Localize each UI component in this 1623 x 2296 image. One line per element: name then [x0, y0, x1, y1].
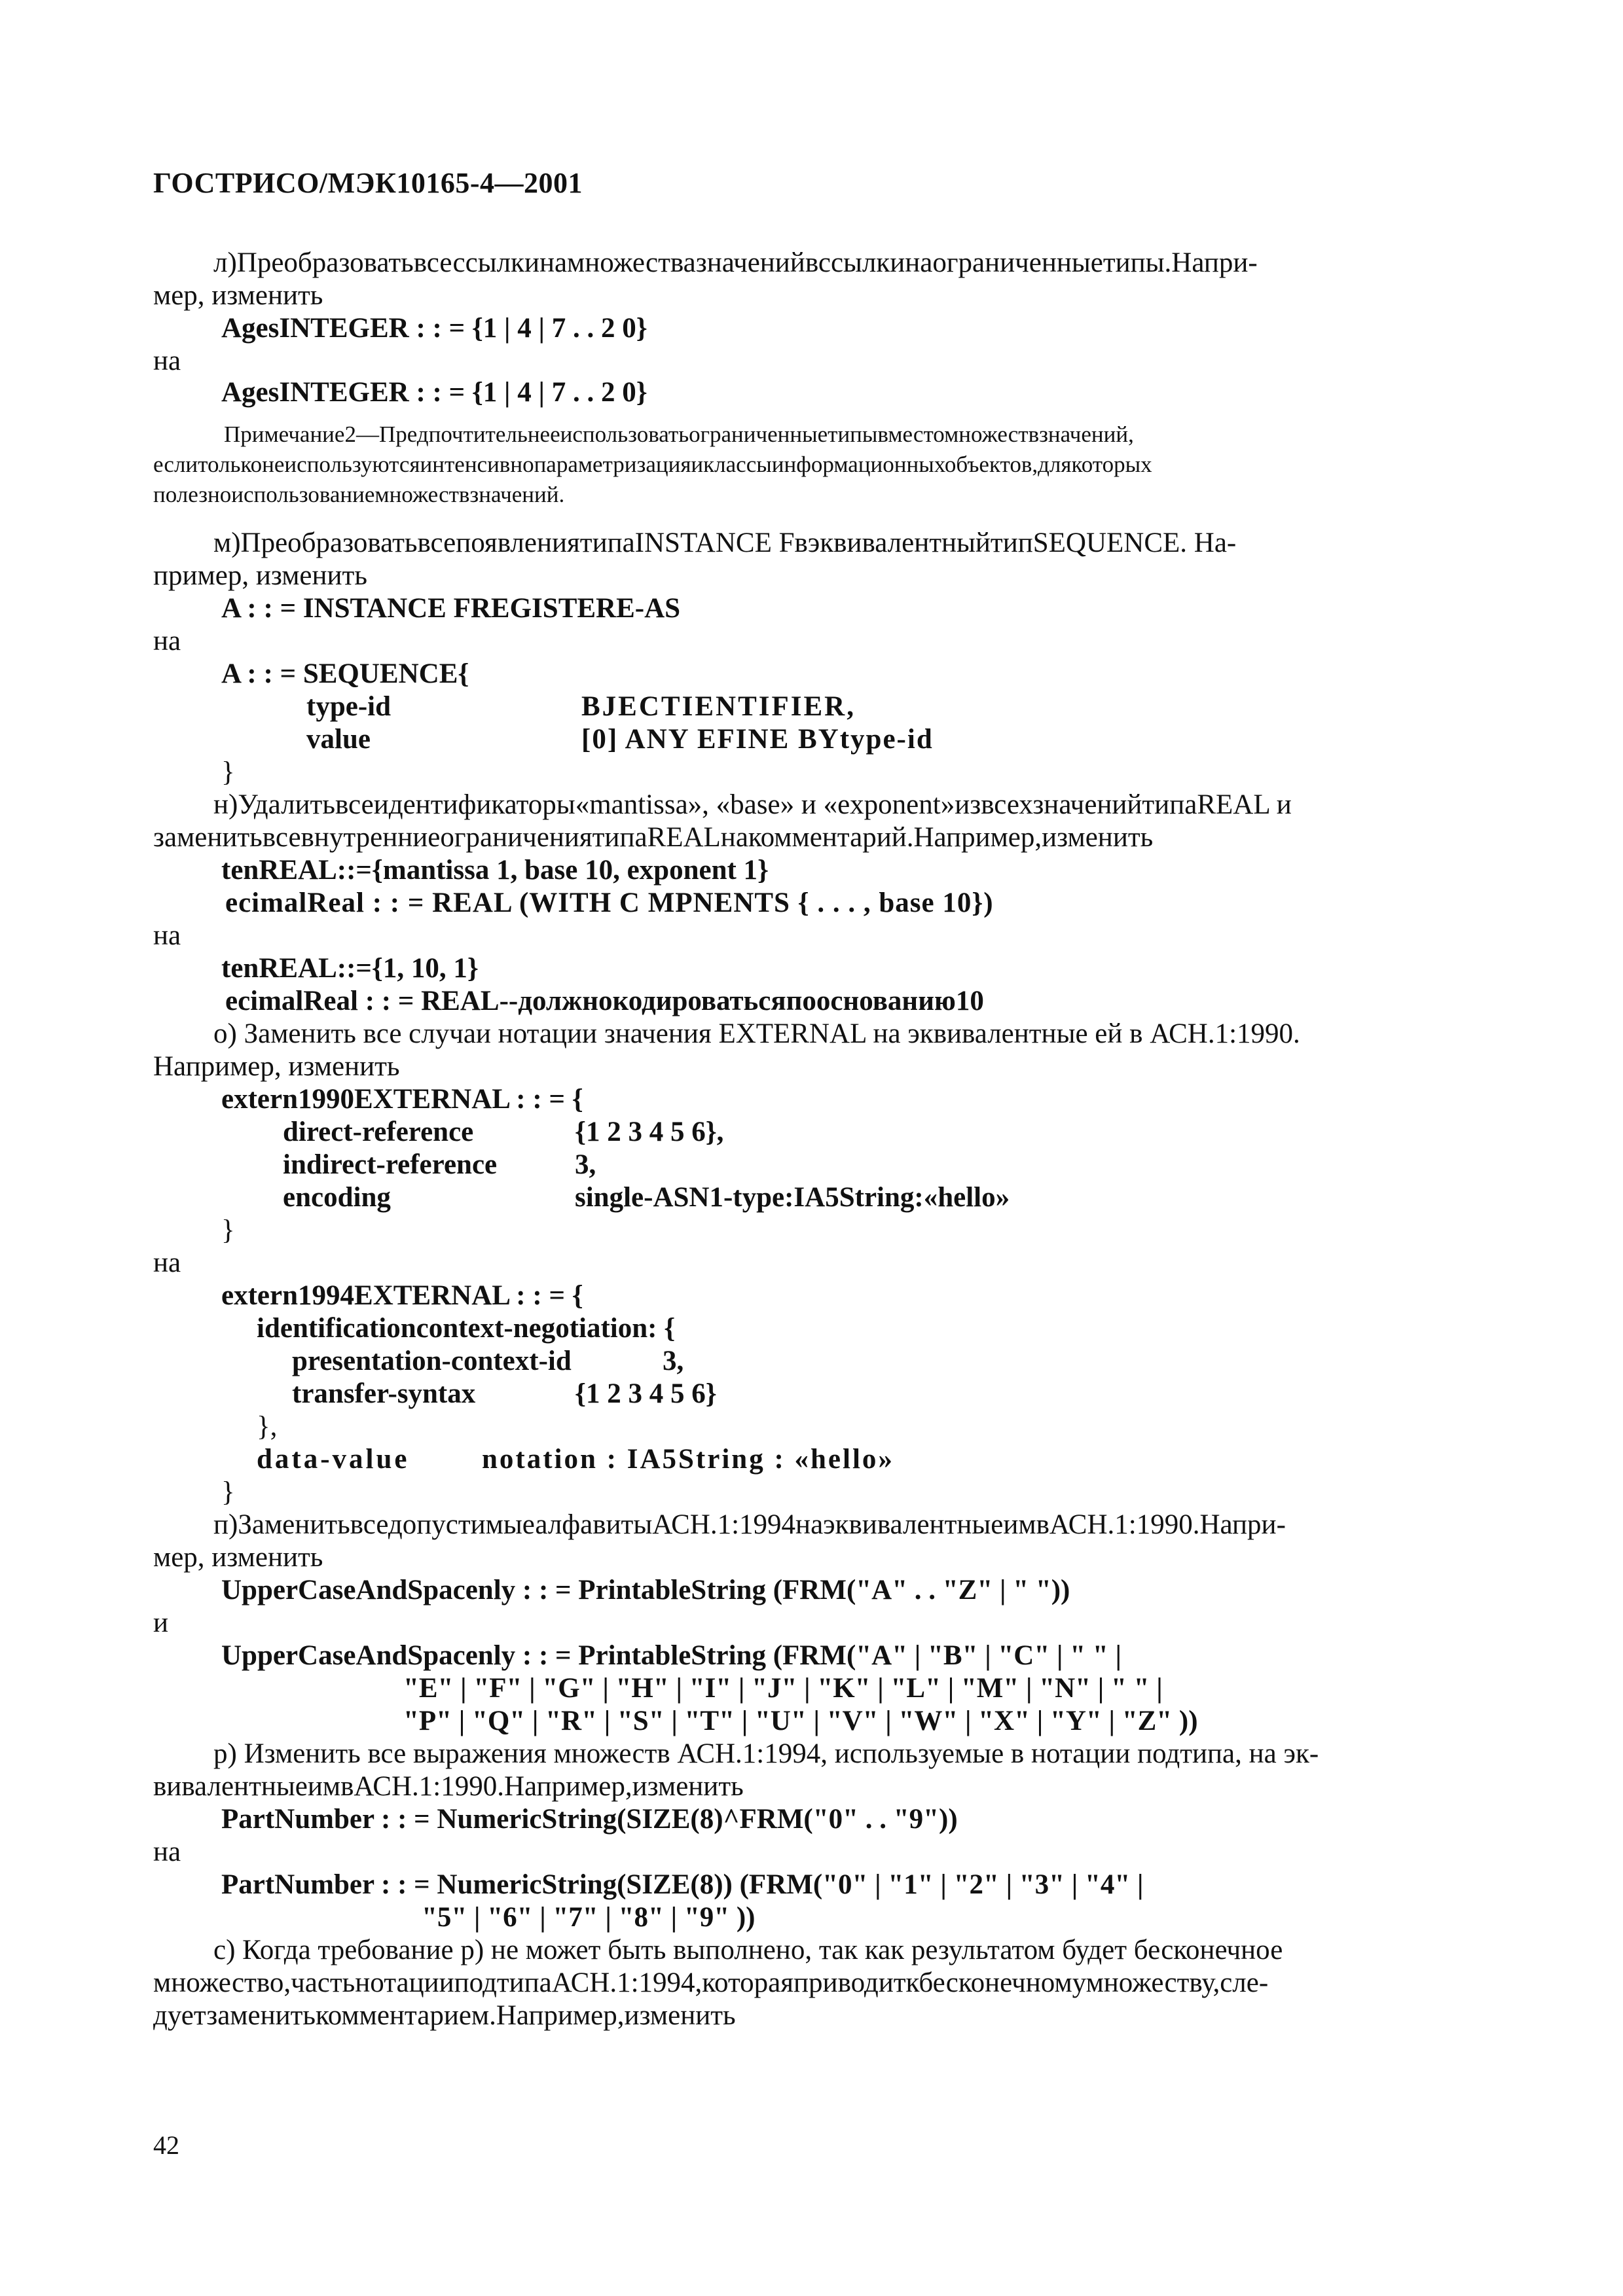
para-r-line2: вивалентныеимвАСН.1:1990.Например,изменить — [153, 1771, 744, 1802]
code-field-value: notation : IA5String : «hello» — [482, 1444, 894, 1475]
code-brace: } — [221, 757, 235, 787]
para-n-line1: н)Удалитьвсеидентификаторы«mantissa», «base» и «exponent»извсехзначенийтипаREAL и — [213, 789, 1292, 820]
para-o-line2: Например, изменить — [153, 1051, 400, 1082]
code-line: ecimalReal : : = REAL--должнокодироватьсяпооснованию10 — [225, 986, 984, 1016]
code-field-name: presentation-context-id — [292, 1346, 572, 1376]
code-line: tenREAL::={1, 10, 1} — [221, 953, 479, 984]
code-field-name: value — [306, 724, 371, 755]
code-field-value: single-ASN1-type:IA5String:«hello» — [575, 1182, 1010, 1213]
conjunction-na: на — [153, 920, 181, 951]
code-field-name: indirect-reference — [283, 1149, 498, 1180]
code-line: A : : = SEQUENCE{ — [221, 658, 469, 689]
para-p-line2: мер, изменить — [153, 1542, 323, 1573]
para-p-line1: п)ЗаменитьвседопустимыеалфавитыАСН.1:1994наэквивалентныеимвАСН.1:1990.Напри- — [213, 1509, 1286, 1540]
para-o-line1: о) Заменить все случаи нотации значения EXTERNAL на эквивалентные ей в АСН.1:1990. — [213, 1018, 1300, 1049]
conjunction-na: на — [153, 346, 181, 376]
code-field-value: 3, — [663, 1346, 684, 1376]
code-line: tenREAL::={mantissa 1, base 10, exponent 1} — [221, 855, 769, 886]
para-l-line2: мер, изменить — [153, 280, 323, 311]
code-brace: } — [221, 1477, 235, 1507]
code-field-value: [0] ANY EFINE BYtype-id — [581, 724, 934, 755]
conjunction-na: на — [153, 1837, 181, 1867]
para-s-line2: множество,частьнотацииподтипаАСН.1:1994,котораяприводиткбесконечномумножеству,сле- — [153, 1967, 1269, 1998]
page-header: ГОСТРИСО/МЭК10165-4—2001 — [153, 167, 583, 199]
code-field-value: BJECTIENTIFIER, — [581, 691, 856, 722]
code-line: "E" | "F" | "G" | "H" | "I" | "J" | "K" | "L" | "M" | "N" | " " | — [403, 1673, 1163, 1704]
para-m-line2: пример, изменить — [153, 560, 367, 591]
code-field-name: transfer-syntax — [292, 1378, 476, 1409]
para-m-line1: м)ПреобразоватьвсепоявлениятипаINSTANCE FвэквивалентныйтипSEQUENCE. На- — [213, 528, 1237, 558]
para-l-line1: л)Преобразоватьвсессылкинамножествазначенийвссылкинаограниченныетипы.Напри- — [213, 247, 1258, 278]
code-line: "P" | "Q" | "R" | "S" | "T" | "U" | "V" | "W" | "X" | "Y" | "Z" )) — [403, 1706, 1198, 1736]
code-line: UpperCaseAndSpacenly : : = PrintableString (FRM("A" | "B" | "C" | " " | — [221, 1640, 1122, 1671]
code-field-name: direct-reference — [283, 1117, 474, 1147]
note-line3: полезноиспользованиемножествзначений. — [153, 482, 565, 507]
code-line: ecimalReal : : = REAL (WITH C MPNENTS { . . . , base 10}) — [225, 888, 994, 918]
code-brace: } — [221, 1215, 235, 1246]
code-line: extern1994EXTERNAL : : = { — [221, 1280, 583, 1311]
conjunction-na: на — [153, 1247, 181, 1278]
code-line: PartNumber : : = NumericString(SIZE(8)^FRM("0" . . "9")) — [221, 1804, 958, 1835]
code-line: AgesINTEGER : : = {1 | 4 | 7 . . 2 0} — [221, 313, 647, 344]
para-s-line1: с) Когда требование р) не может быть выполнено, так как результатом будет бесконечное — [213, 1935, 1283, 1965]
para-s-line3: дуетзаменитькомментарием.Например,изменить — [153, 2000, 736, 2031]
code-field-value: {1 2 3 4 5 6}, — [575, 1117, 724, 1147]
code-field-value: {1 2 3 4 5 6} — [575, 1378, 717, 1409]
code-line: A : : = INSTANCE FREGISTERE-AS — [221, 593, 681, 624]
code-line: UpperCaseAndSpacenly : : = PrintableString (FRM("A" . . "Z" | " ")) — [221, 1575, 1070, 1605]
note-line2: еслитольконеиспользуютсяинтенсивнопараметризацияиклассыинформационныхобъектов,длякоторых — [153, 452, 1152, 477]
page-number: 42 — [153, 2130, 179, 2160]
code-line: identificationcontext-negotiation: { — [257, 1313, 676, 1344]
code-brace: }, — [257, 1411, 278, 1442]
code-line: extern1990EXTERNAL : : = { — [221, 1084, 583, 1115]
code-field-name: data-value — [257, 1444, 410, 1475]
code-line: AgesINTEGER : : = {1 | 4 | 7 . . 2 0} — [221, 377, 647, 408]
code-line: PartNumber : : = NumericString(SIZE(8)) (FRM("0" | "1" | "2" | "3" | "4" | — [221, 1869, 1144, 1900]
note-line1: Примечание2—Предпочтительнееиспользоватьограниченныетипывместомножествзначений, — [224, 422, 1134, 447]
code-field-name: encoding — [283, 1182, 391, 1213]
code-field-name: type-id — [306, 691, 391, 722]
code-field-value: 3, — [575, 1149, 596, 1180]
code-line: "5" | "6" | "7" | "8" | "9" )) — [422, 1902, 756, 1933]
para-r-line1: р) Изменить все выражения множеств АСН.1:1994, используемые в нотации подтипа, на эк- — [213, 1738, 1319, 1769]
conjunction-i: и — [153, 1607, 169, 1638]
conjunction-na: на — [153, 626, 181, 656]
para-n-line2: заменитьвсевнутренниеограничениятипаREALнакомментарий.Например,изменить — [153, 822, 1154, 853]
